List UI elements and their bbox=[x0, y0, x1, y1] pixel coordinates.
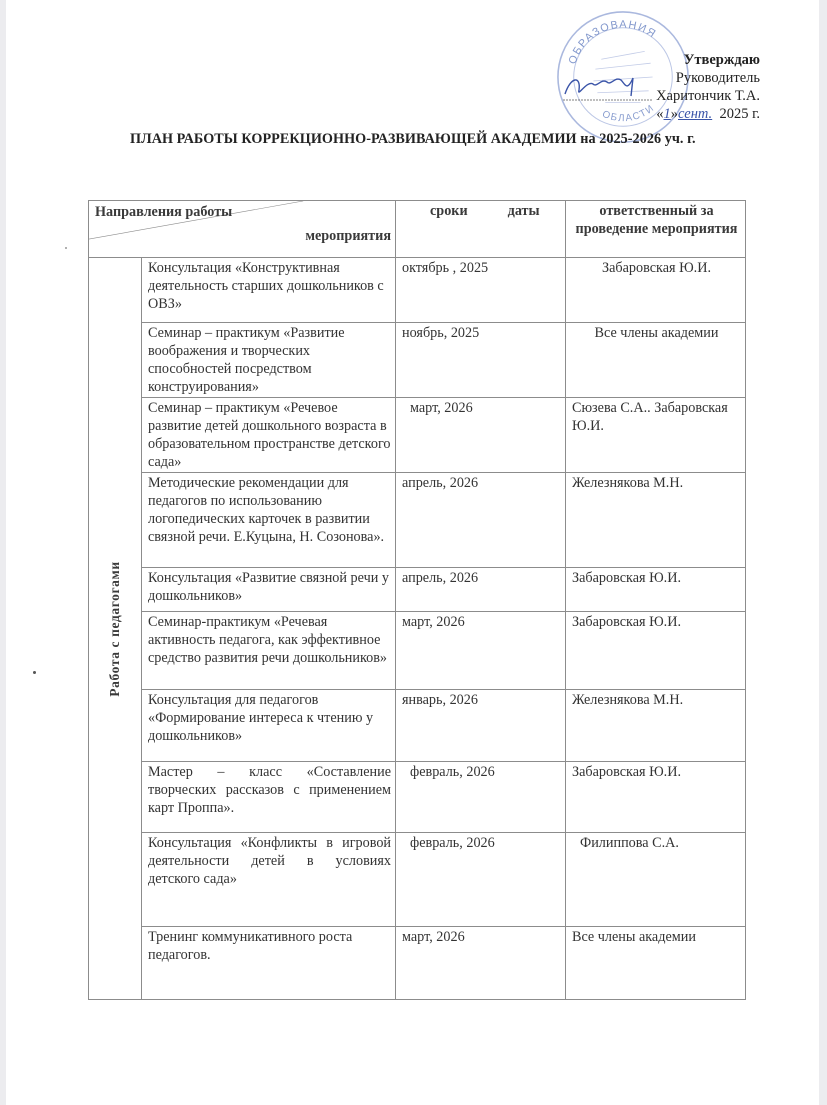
signature-icon bbox=[561, 70, 656, 104]
scan-speck bbox=[65, 247, 67, 249]
responsible-cell: Все члены академии bbox=[566, 927, 746, 1000]
approval-name: Харитончик Т.А. bbox=[656, 88, 760, 104]
approval-date-year: 2025 г. bbox=[719, 106, 760, 122]
plan-table bbox=[88, 200, 746, 1000]
event-cell: Консультация «Развитие связной речи у дошкольников» bbox=[142, 568, 396, 612]
table-row bbox=[89, 473, 746, 568]
table-row bbox=[89, 762, 746, 833]
event-cell: Семинар – практикум «Речевое развитие детей дошкольного возраста в образовательном пространстве детского сада» bbox=[142, 398, 396, 473]
table-row bbox=[89, 612, 746, 690]
event-cell: Консультация «Конструктивная деятельность старших дошкольников с ОВЗ» bbox=[142, 258, 396, 323]
table-header-row bbox=[89, 201, 746, 258]
approval-title: Утверждаю bbox=[683, 52, 760, 68]
date-cell: апрель, 2026 bbox=[396, 473, 566, 568]
header-terms: сроки bbox=[430, 203, 468, 219]
date-cell: октябрь , 2025 bbox=[396, 258, 566, 323]
approval-date-month: сент. bbox=[678, 106, 713, 122]
date-cell: февраль, 2026 bbox=[396, 833, 566, 927]
date-cell: март, 2026 bbox=[396, 927, 566, 1000]
event-cell: Методические рекомендации для педагогов по использованию логопедических карточек в развитии связной речи. Е.Куцына, Н. Созонова». bbox=[142, 473, 396, 568]
event-cell: Семинар – практикум «Развитие воображения и творческих способностей посредством конструирования» bbox=[142, 323, 396, 398]
table-row bbox=[89, 927, 746, 1000]
header-responsible: ответственный за проведение мероприятия bbox=[566, 201, 746, 258]
date-cell: апрель, 2026 bbox=[396, 568, 566, 612]
responsible-cell: Забаровская Ю.И. bbox=[566, 568, 746, 612]
table-row bbox=[89, 323, 746, 398]
date-cell: март, 2026 bbox=[396, 612, 566, 690]
date-cell: март, 2026 bbox=[396, 398, 566, 473]
header-dates bbox=[396, 201, 566, 258]
date-cell: январь, 2026 bbox=[396, 690, 566, 762]
approval-date-day: 1 bbox=[663, 106, 671, 122]
scan-speck bbox=[33, 671, 36, 674]
date-cell: ноябрь, 2025 bbox=[396, 323, 566, 398]
responsible-cell: Железнякова М.Н. bbox=[566, 473, 746, 568]
event-cell: Консультация для педагогов «Формирование интереса к чтению у дошкольников» bbox=[142, 690, 396, 762]
document-title: ПЛАН РАБОТЫ КОРРЕКЦИОННО-РАЗВИВАЮЩЕЙ АКАДЕМИИ на 2025-2026 уч. г. bbox=[130, 131, 696, 147]
header-direction: Направления работы bbox=[95, 204, 233, 220]
responsible-cell: Филиппова С.А. bbox=[566, 833, 746, 927]
table-row bbox=[89, 690, 746, 762]
responsible-cell: Сюзева С.А.. Забаровская Ю.И. bbox=[566, 398, 746, 473]
svg-text:ОБЛАСТИ: ОБЛАСТИ bbox=[600, 102, 657, 125]
header-direction-events bbox=[89, 201, 396, 258]
event-cell: Семинар-практикум «Речевая активность педагога, как эффективное средство развития речи дошкольников» bbox=[142, 612, 396, 690]
responsible-cell: Железнякова М.Н. bbox=[566, 690, 746, 762]
document-page bbox=[6, 0, 819, 1105]
svg-text:ОБРАЗОВАНИЯ: ОБРАЗОВАНИЯ bbox=[566, 18, 659, 66]
event-cell: Консультация «Конфликты в игровой деятельности детей в условиях детского сада» bbox=[142, 833, 396, 927]
header-dates-label: даты bbox=[507, 203, 540, 219]
responsible-cell: Все члены академии bbox=[566, 323, 746, 398]
header-events: мероприятия bbox=[305, 228, 391, 244]
table-row bbox=[89, 398, 746, 473]
responsible-cell: Забаровская Ю.И. bbox=[566, 762, 746, 833]
table-row bbox=[89, 258, 746, 323]
approval-date: «1»сент. 2025 г. bbox=[656, 106, 760, 122]
section-cell bbox=[89, 258, 142, 1000]
date-cell: февраль, 2026 bbox=[396, 762, 566, 833]
approval-position: Руководитель bbox=[675, 70, 760, 86]
event-cell: Мастер – класс «Составление творческих рассказов с применением карт Проппа». bbox=[142, 762, 396, 833]
responsible-cell: Забаровская Ю.И. bbox=[566, 258, 746, 323]
table-row bbox=[89, 833, 746, 927]
responsible-cell: Забаровская Ю.И. bbox=[566, 612, 746, 690]
event-cell: Тренинг коммуникативного роста педагогов. bbox=[142, 927, 396, 1000]
table-row bbox=[89, 568, 746, 612]
approval-block bbox=[656, 51, 760, 123]
section-label: Работа с педагогами bbox=[107, 560, 122, 697]
